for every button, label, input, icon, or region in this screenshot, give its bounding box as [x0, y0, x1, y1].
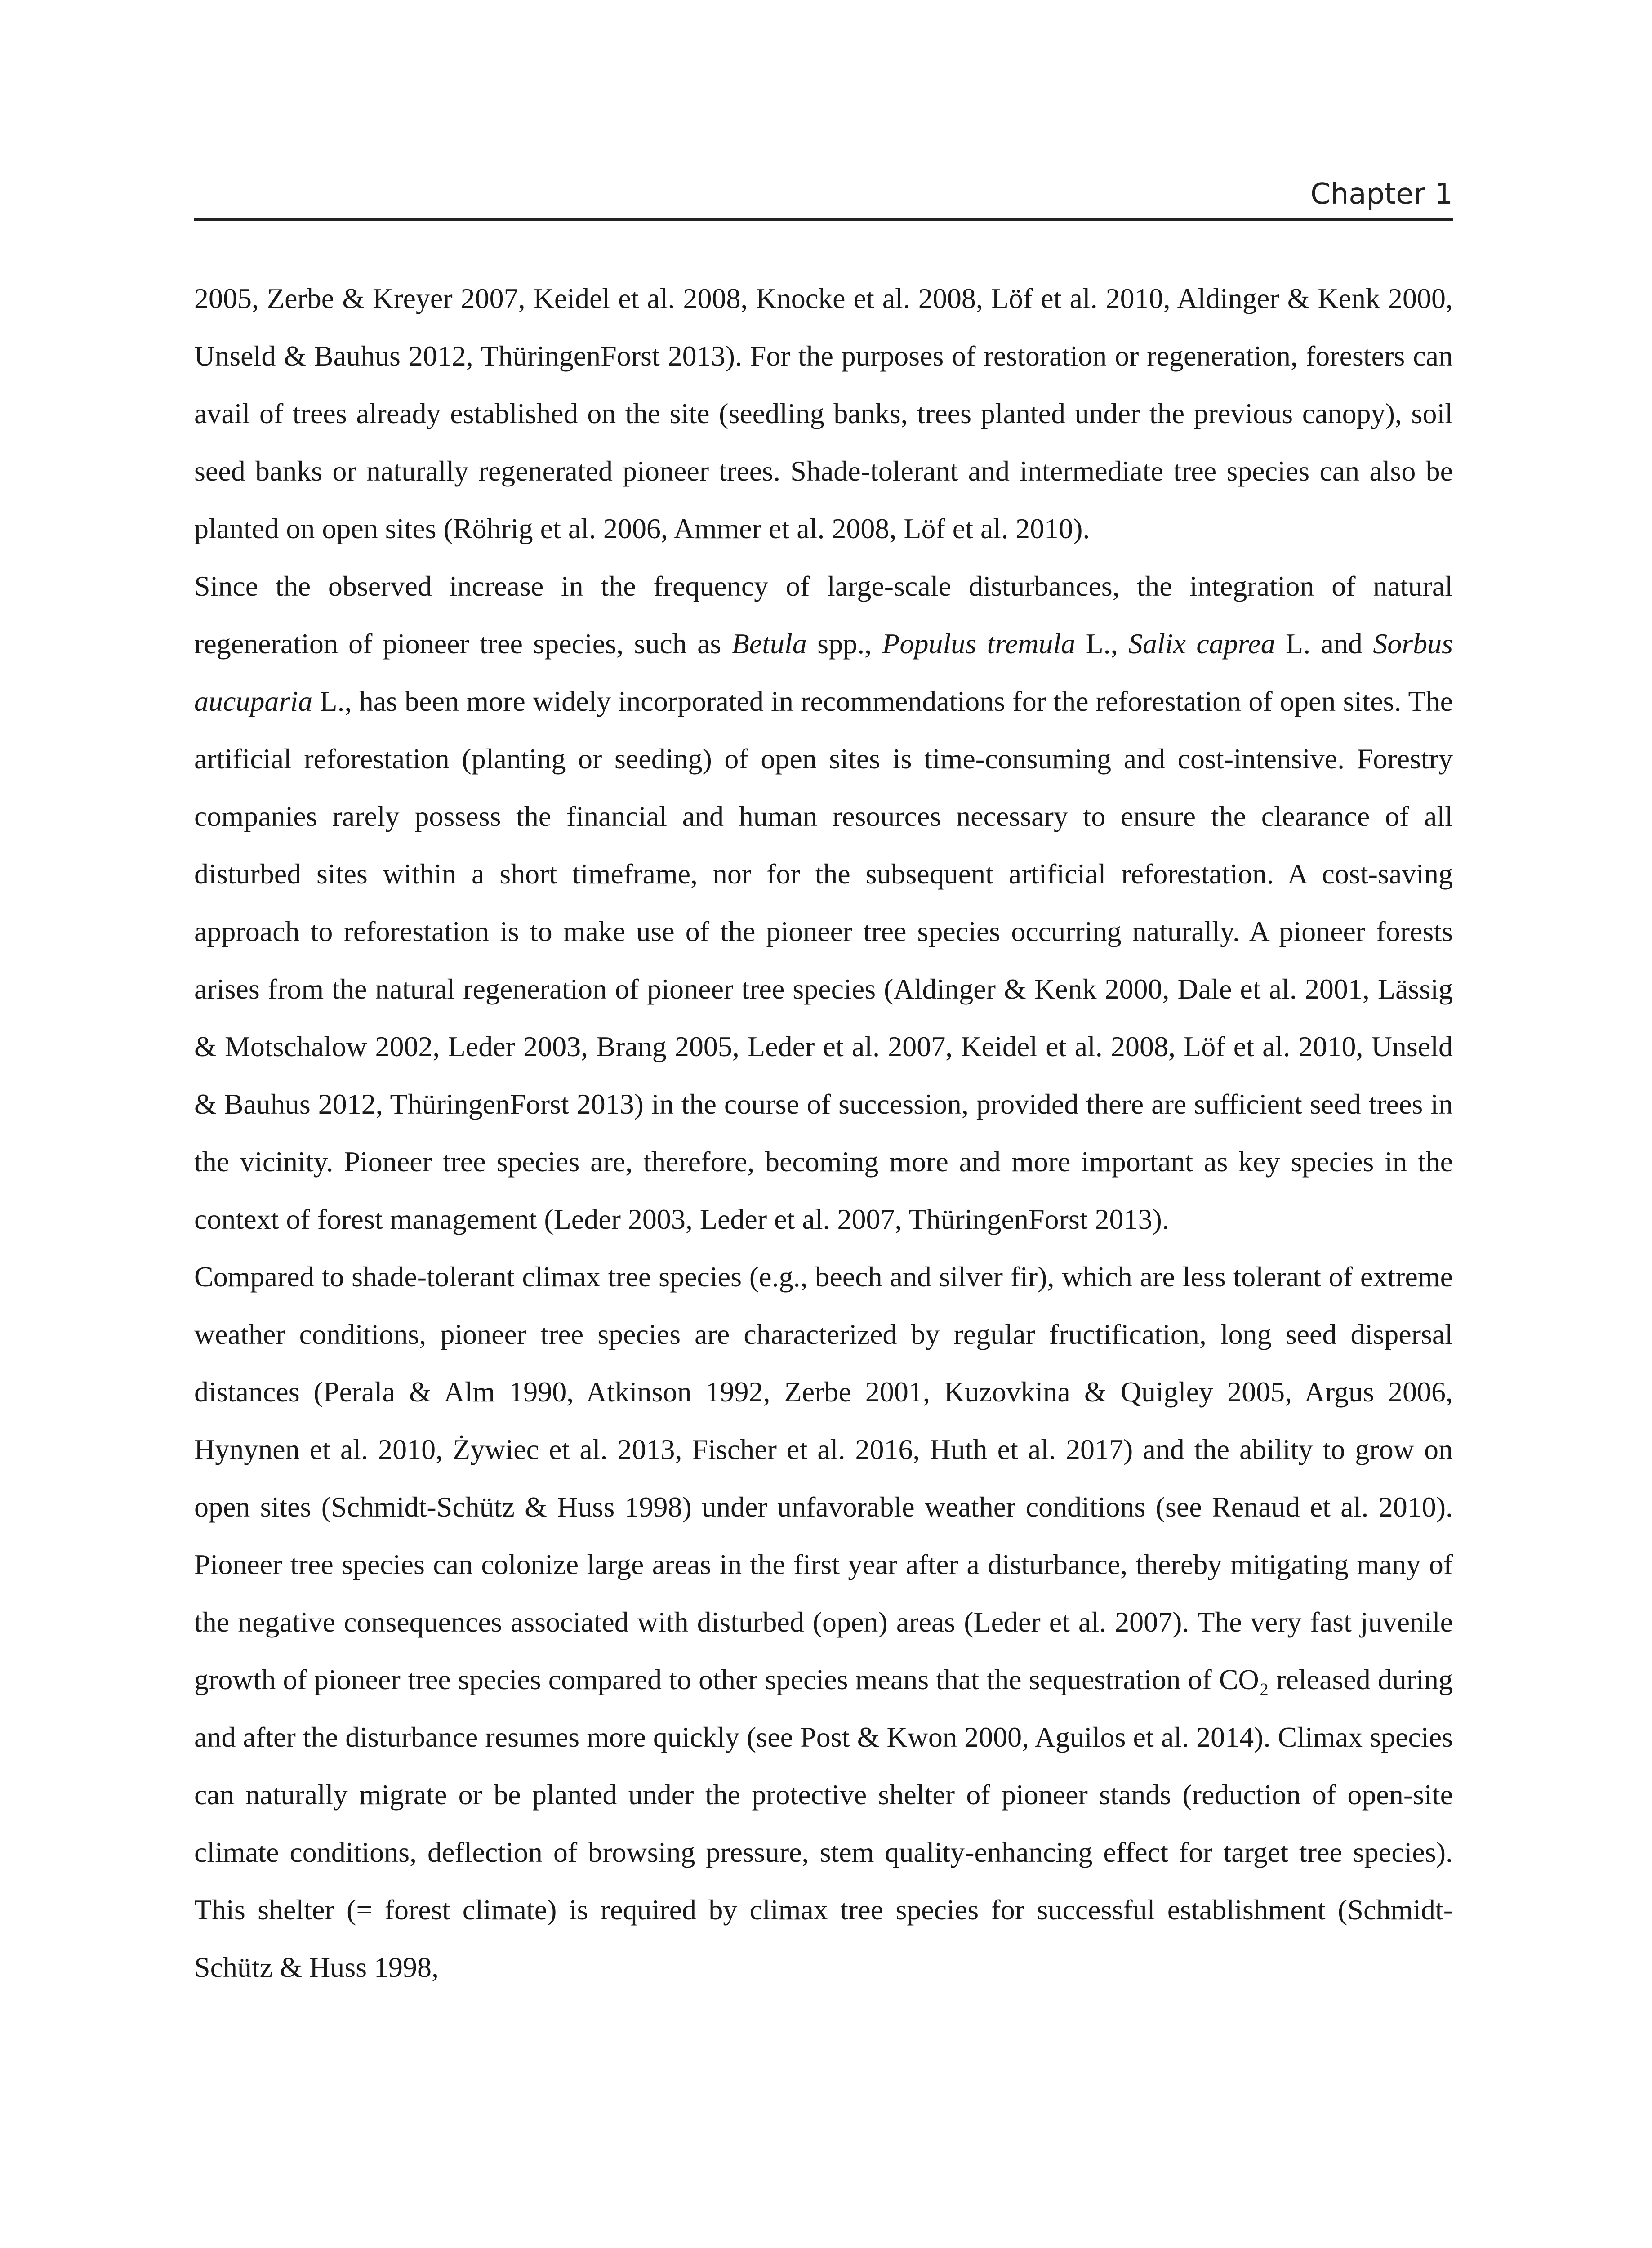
- italic-term: Salix caprea: [1128, 628, 1275, 660]
- text-run: spp.,: [806, 628, 882, 660]
- paragraph: [194, 558, 1453, 1248]
- italic-term: Populus tremula: [882, 628, 1076, 660]
- header-rule: [194, 218, 1453, 221]
- paragraph: [194, 270, 1453, 558]
- text-run: L., has been more widely incorporated in recommendations for the reforestation of open sites. The artificial reforestation (planting or seeding) of open sites is time-consuming and cost-intensive. Forestry companies rarely possess the financial and human resources necessary to ensure the clearance of all disturbed sites within a short timeframe, nor for the subsequent artificial reforestation. A cost-saving approach to reforestation is to make use of the pioneer tree species occurring naturally. A pioneer forests arises from the natural regeneration of pioneer tree species (Aldinger & Kenk 2000, Dale et al. 2001, Lässig & Motschalow 2002, Leder 2003, Brang 2005, Leder et al. 2007, Keidel et al. 2008, Löf et al. 2010, Unseld & Bauhus 2012, ThüringenForst 2013) in the course of succession, provided there are sufficient seed trees in the vicinity. Pioneer tree species are, therefore, becoming more and more important as key species in the context of forest management (Leder 2003, Leder et al. 2007, ThüringenForst 2013).: [194, 685, 1453, 1235]
- paragraph: [194, 1248, 1453, 1996]
- text-run: Compared to shade-tolerant climax tree species (e.g., beech and silver fir), which are less tolerant of extreme weather conditions, pioneer tree species are characterized by regular fructification, long seed dispersal distances (Perala & Alm 1990, Atkinson 1992, Zerbe 2001, Kuzovkina & Quigley 2005, Argus 2006, Hynynen et al. 2010, Żywiec et al. 2013, Fischer et al. 2016, Huth et al. 2017) and the ability to grow on open sites (Schmidt-Schütz & Huss 1998) under unfavorable weather conditions (see Renaud et al. 2010). Pioneer tree species can colonize large areas in the first year after a disturbance, thereby mitigating many of the negative consequences associated with disturbed (open) areas (Leder et al. 2007). The very fast juvenile growth of pioneer tree species compared to other species means that the sequestration of CO₂ released during and after the disturbance resumes more quickly (see Post & Kwon 2000, Aguilos et al. 2014). Climax species can naturally migrate or be planted under the protective shelter of pioneer stands (reduction of open-site climate conditions, deflection of browsing pressure, stem quality-enhancing effect for target tree species). This shelter (= forest climate) is required by climax tree species for successful establishment (Schmidt-Schütz & Huss 1998,: [194, 1261, 1453, 1983]
- chapter-header: Chapter 1: [1310, 178, 1453, 211]
- text-run: L. and: [1275, 628, 1373, 660]
- text-run: Since the observed increase in the frequency of large-scale disturbances, the integration of natural regeneration of pioneer tree species, such as: [194, 570, 1453, 660]
- text-run: 2005, Zerbe & Kreyer 2007, Keidel et al. 2008, Knocke et al. 2008, Löf et al. 2010, Aldinger & Kenk 2000, Unseld & Bauhus 2012, ThüringenForst 2013). For the purposes of restoration or regeneration, foresters can avail of trees already established on the site (seedling banks, trees planted under the previous canopy), soil seed banks or naturally regenerated pioneer trees. Shade-tolerant and intermediate tree species can also be planted on open sites (Röhrig et al. 2006, Ammer et al. 2008, Löf et al. 2010).: [194, 282, 1453, 544]
- body-text: [194, 270, 1453, 1996]
- italic-term: Betula: [731, 628, 807, 660]
- text-run: L.,: [1075, 628, 1129, 660]
- italic-term: Sorbus aucuparia: [194, 628, 1453, 717]
